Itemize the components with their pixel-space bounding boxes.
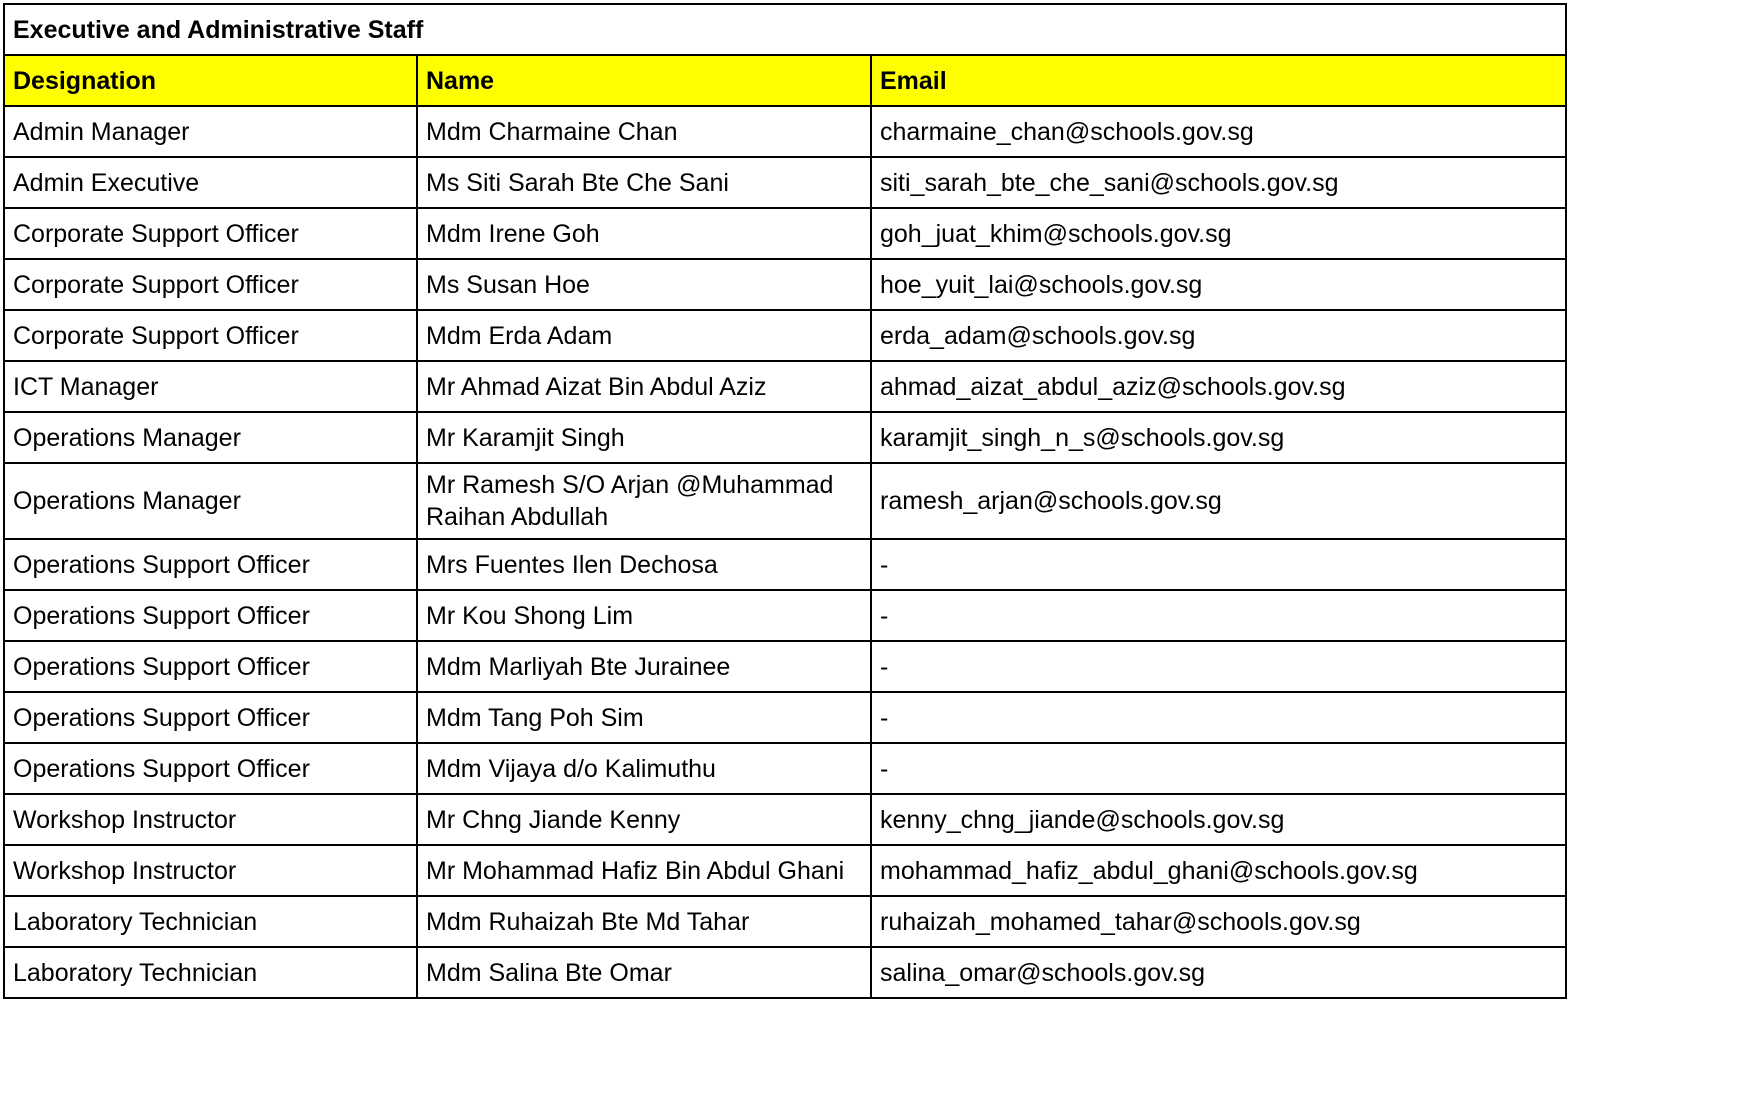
- name-cell: Mdm Charmaine Chan: [417, 106, 871, 157]
- email-cell: -: [871, 539, 1566, 590]
- designation-cell: Operations Support Officer: [4, 539, 417, 590]
- table-row: [4, 310, 1566, 361]
- email-cell[interactable]: erda_adam@schools.gov.sg: [871, 310, 1566, 361]
- designation-cell: Corporate Support Officer: [4, 259, 417, 310]
- name-cell: Mr Ramesh S/O Arjan @Muhammad Raihan Abdullah: [417, 463, 871, 539]
- designation-cell: Corporate Support Officer: [4, 208, 417, 259]
- name-cell: Mr Karamjit Singh: [417, 412, 871, 463]
- name-cell: Mdm Marliyah Bte Jurainee: [417, 641, 871, 692]
- table-row: [4, 794, 1566, 845]
- table-row: [4, 947, 1566, 998]
- name-cell: Mdm Vijaya d/o Kalimuthu: [417, 743, 871, 794]
- name-cell: Ms Siti Sarah Bte Che Sani: [417, 157, 871, 208]
- table-row: [4, 590, 1566, 641]
- designation-cell: Admin Manager: [4, 106, 417, 157]
- column-header-name: Name: [417, 55, 871, 106]
- name-cell: Mr Mohammad Hafiz Bin Abdul Ghani: [417, 845, 871, 896]
- table-caption: Executive and Administrative Staff: [4, 4, 1566, 55]
- name-cell: Mdm Salina Bte Omar: [417, 947, 871, 998]
- email-cell[interactable]: charmaine_chan@schools.gov.sg: [871, 106, 1566, 157]
- email-cell[interactable]: karamjit_singh_n_s@schools.gov.sg: [871, 412, 1566, 463]
- email-cell[interactable]: salina_omar@schools.gov.sg: [871, 947, 1566, 998]
- column-header-email: Email: [871, 55, 1566, 106]
- designation-cell: Workshop Instructor: [4, 794, 417, 845]
- name-cell: Mr Ahmad Aizat Bin Abdul Aziz: [417, 361, 871, 412]
- designation-cell: Operations Manager: [4, 412, 417, 463]
- table-row: [4, 896, 1566, 947]
- designation-cell: Operations Manager: [4, 463, 417, 539]
- table-row: [4, 463, 1566, 539]
- table-row: [4, 743, 1566, 794]
- designation-cell: Laboratory Technician: [4, 896, 417, 947]
- designation-cell: Operations Support Officer: [4, 692, 417, 743]
- name-cell: Ms Susan Hoe: [417, 259, 871, 310]
- email-cell[interactable]: kenny_chng_jiande@schools.gov.sg: [871, 794, 1566, 845]
- name-cell: Mr Kou Shong Lim: [417, 590, 871, 641]
- designation-cell: Corporate Support Officer: [4, 310, 417, 361]
- email-cell: -: [871, 743, 1566, 794]
- table-row: [4, 157, 1566, 208]
- email-cell: -: [871, 641, 1566, 692]
- table-row: [4, 208, 1566, 259]
- table-row: [4, 361, 1566, 412]
- column-header-designation: Designation: [4, 55, 417, 106]
- name-cell: Mdm Ruhaizah Bte Md Tahar: [417, 896, 871, 947]
- email-cell[interactable]: hoe_yuit_lai@schools.gov.sg: [871, 259, 1566, 310]
- designation-cell: Admin Executive: [4, 157, 417, 208]
- name-cell: Mdm Tang Poh Sim: [417, 692, 871, 743]
- designation-cell: Operations Support Officer: [4, 641, 417, 692]
- designation-cell: Operations Support Officer: [4, 743, 417, 794]
- table-row: [4, 106, 1566, 157]
- designation-cell: Operations Support Officer: [4, 590, 417, 641]
- designation-cell: Workshop Instructor: [4, 845, 417, 896]
- name-cell: Mrs Fuentes Ilen Dechosa: [417, 539, 871, 590]
- table-row: [4, 641, 1566, 692]
- email-cell[interactable]: mohammad_hafiz_abdul_ghani@schools.gov.sg: [871, 845, 1566, 896]
- designation-cell: ICT Manager: [4, 361, 417, 412]
- email-cell[interactable]: ruhaizah_mohamed_tahar@schools.gov.sg: [871, 896, 1566, 947]
- email-cell[interactable]: ahmad_aizat_abdul_aziz@schools.gov.sg: [871, 361, 1566, 412]
- table-caption-row: [4, 4, 1566, 55]
- email-cell: -: [871, 590, 1566, 641]
- name-cell: Mdm Erda Adam: [417, 310, 871, 361]
- name-cell: Mr Chng Jiande Kenny: [417, 794, 871, 845]
- table-row: [4, 845, 1566, 896]
- table-row: [4, 412, 1566, 463]
- table-row: [4, 259, 1566, 310]
- table-header-row: [4, 55, 1566, 106]
- staff-table: [3, 3, 1567, 999]
- email-cell: -: [871, 692, 1566, 743]
- email-cell[interactable]: ramesh_arjan@schools.gov.sg: [871, 463, 1566, 539]
- email-cell[interactable]: goh_juat_khim@schools.gov.sg: [871, 208, 1566, 259]
- email-cell[interactable]: siti_sarah_bte_che_sani@schools.gov.sg: [871, 157, 1566, 208]
- table-body: [4, 4, 1566, 998]
- designation-cell: Laboratory Technician: [4, 947, 417, 998]
- table-row: [4, 539, 1566, 590]
- name-cell: Mdm Irene Goh: [417, 208, 871, 259]
- table-row: [4, 692, 1566, 743]
